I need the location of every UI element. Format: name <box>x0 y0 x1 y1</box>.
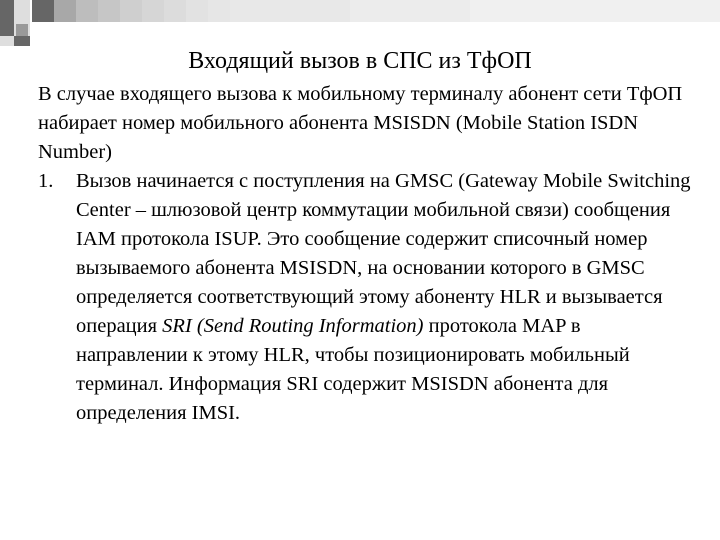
decor-square <box>54 0 76 22</box>
slide-body <box>38 80 693 428</box>
intro-paragraph: В случае входящего вызова к мобильному терминалу абонент сети ТфОП набирает номер мобильного абонента MSISDN (Mobile Station ISDN Number) <box>38 83 683 163</box>
decor-strip-fade <box>350 0 470 22</box>
decor-square <box>186 0 208 22</box>
decor-strip-fade <box>470 0 720 22</box>
decor-square <box>32 0 54 22</box>
decor-square <box>0 36 14 46</box>
decor-square <box>16 24 28 36</box>
decor-strip-fade <box>230 0 350 22</box>
list-item-text <box>76 170 691 424</box>
decor-square <box>0 22 14 36</box>
decor-square <box>0 0 14 22</box>
decor-square <box>164 0 186 22</box>
decor-square <box>14 36 30 46</box>
decor-square <box>14 0 30 22</box>
list-item-number: 1. <box>38 170 54 192</box>
decor-square <box>120 0 142 22</box>
list-item-text-before: Вызов начинается с поступления на GMSC (Gateway Mobile Switching Center – шлюзовой центр коммутации мобильной связи) сообщения IAM протокола ISUP. Это сообщение содержит списочный номер вызываемого абонента MSISDN, на основании которого в GMSC определяется соответствующий этому абоненту HLR и вызывается операция <box>76 170 691 337</box>
steps-list <box>38 167 693 428</box>
list-item-text-after: протокола MAP в направлении к этому HLR, чтобы позиционировать мобильный терминал. Информация SRI содержит MSISDN абонента для определения IMSI. <box>76 315 630 424</box>
slide-title: Входящий вызов в СПС из ТфОП <box>188 48 532 74</box>
decor-square <box>98 0 120 22</box>
decor-square <box>142 0 164 22</box>
decor-square <box>76 0 98 22</box>
decor-square <box>208 0 230 22</box>
list-item-text-italic: SRI (Send Routing Information) <box>162 315 424 337</box>
decor-square <box>32 22 54 36</box>
header-squares-graphic <box>0 0 720 46</box>
header-decoration <box>0 0 720 46</box>
list-item <box>38 167 693 428</box>
